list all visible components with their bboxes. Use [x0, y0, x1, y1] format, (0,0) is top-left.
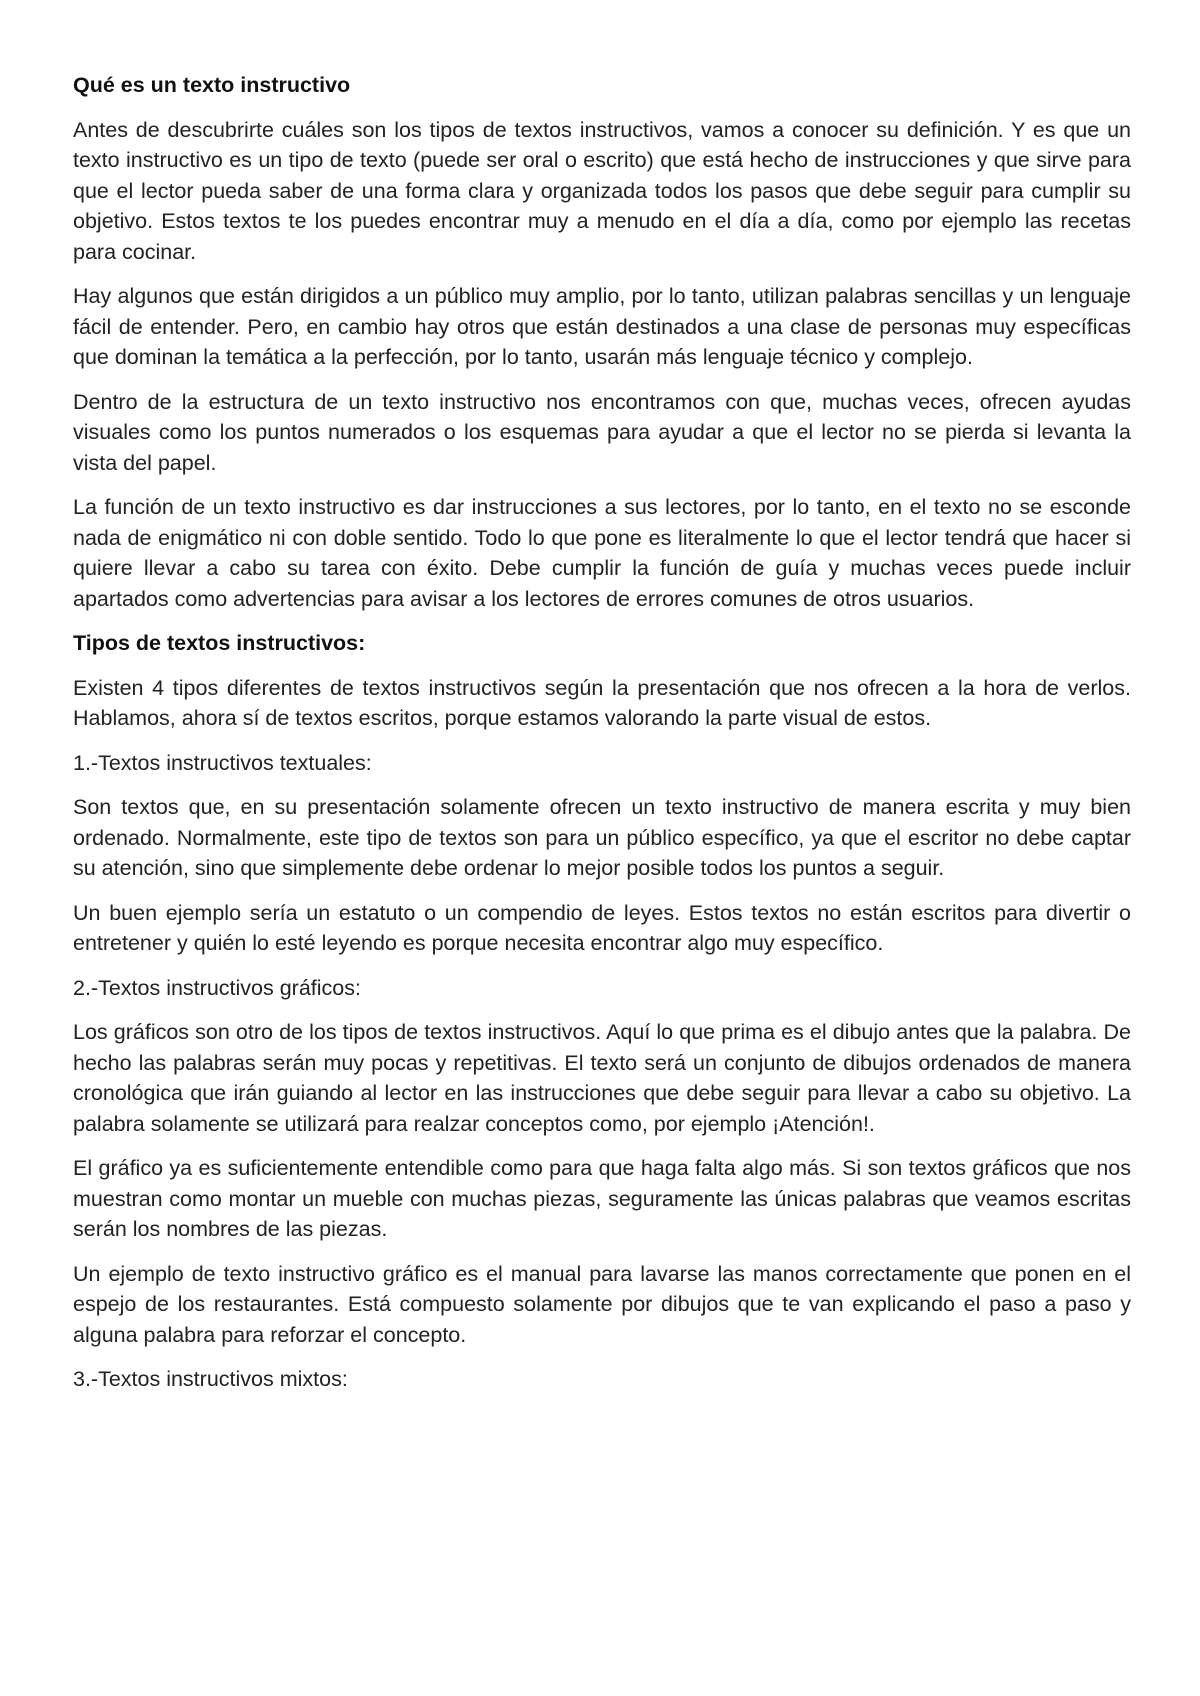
- paragraph-function: La función de un texto instructivo es dar instrucciones a sus lectores, por lo tanto, en el texto no se esconde nada de enigmático ni con doble sentido. Todo lo que pone es literalmente lo que el lector tendrá que hacer si quiere llevar a cabo su tarea con éxito. Debe cumplir la función de guía y muchas veces puede incluir apartados como advertencias para avisar a los lectores de errores comunes de otros usuarios.: [73, 495, 1131, 611]
- document-page: [73, 70, 1131, 1409]
- paragraph-types-intro: Existen 4 tipos diferentes de textos instructivos según la presentación que nos ofrecen a la hora de verlos. Hablamos, ahora sí de textos escritos, porque estamos valorando la parte visual de estos.: [73, 675, 1131, 730]
- subheading-mixed: 3.-Textos instructivos mixtos:: [73, 1367, 348, 1391]
- section-heading-definition: Qué es un texto instructivo: [73, 73, 351, 97]
- paragraph-textual-description: Son textos que, en su presentación solamente ofrecen un texto instructivo de manera escrita y muy bien ordenado. Normalmente, este tipo de textos son para un público específico, ya que el escritor no debe captar su atención, sino que simplemente debe ordenar lo mejor posible todos los puntos a seguir.: [73, 795, 1131, 880]
- paragraph-audience: Hay algunos que están dirigidos a un público muy amplio, por lo tanto, utilizan palabras sencillas y un lenguaje fácil de entender. Pero, en cambio hay otros que están destinados a una clase de personas muy específicas que dominan la temática a la perfección, por lo tanto, usarán más lenguaje técnico y complejo.: [73, 284, 1131, 369]
- section-heading-types: Tipos de textos instructivos:: [73, 631, 366, 655]
- subheading-textual: 1.-Textos instructivos textuales:: [73, 750, 372, 775]
- paragraph-definition: Antes de descubrirte cuáles son los tipos de textos instructivos, vamos a conocer su definición. Y es que un texto instructivo es un tipo de texto (puede ser oral o escrito) que está hecho de instrucciones y que sirve para que el lector pueda saber de una forma clara y organizada todos los pasos que debe seguir para cumplir su objetivo. Estos textos te los puedes encontrar muy a menudo en el día a día, como por ejemplo las recetas para cocinar.: [73, 117, 1131, 264]
- paragraph-graphic-furniture: El gráfico ya es suficientemente entendible como para que haga falta algo más. Si son textos gráficos que nos muestran como montar un mueble con muchas piezas, seguramente las únicas palabras que veamos escritas serán los nombres de las piezas.: [73, 1156, 1131, 1241]
- paragraph-graphic-example: Un ejemplo de texto instructivo gráfico es el manual para lavarse las manos correctamente que ponen en el espejo de los restaurantes. Está compuesto solamente por dibujos que te van explicando el paso a paso y alguna palabra para reforzar el concepto.: [73, 1261, 1131, 1347]
- paragraph-structure: Dentro de la estructura de un texto instructivo nos encontramos con que, muchas veces, ofrecen ayudas visuales como los puntos numerados o los esquemas para ayudar a que el lector no se pierda si levanta la vista del papel.: [73, 389, 1131, 475]
- paragraph-graphic-description: Los gráficos son otro de los tipos de textos instructivos. Aquí lo que prima es el dibujo antes que la palabra. De hecho las palabras serán muy pocas y repetitivas. El texto será un conjunto de dibujos ordenados de manera cronológica que irán guiando al lector en las instrucciones que debe seguir para llevar a cabo su objetivo. La palabra solamente se utilizará para realzar conceptos como, por ejemplo ¡Atención!.: [73, 1020, 1131, 1136]
- paragraph-textual-example: Un buen ejemplo sería un estatuto o un compendio de leyes. Estos textos no están escritos para divertir o entretener y quién lo esté leyendo es porque necesita encontrar algo muy específico.: [73, 900, 1131, 955]
- subheading-graphic: 2.-Textos instructivos gráficos:: [73, 975, 361, 1000]
